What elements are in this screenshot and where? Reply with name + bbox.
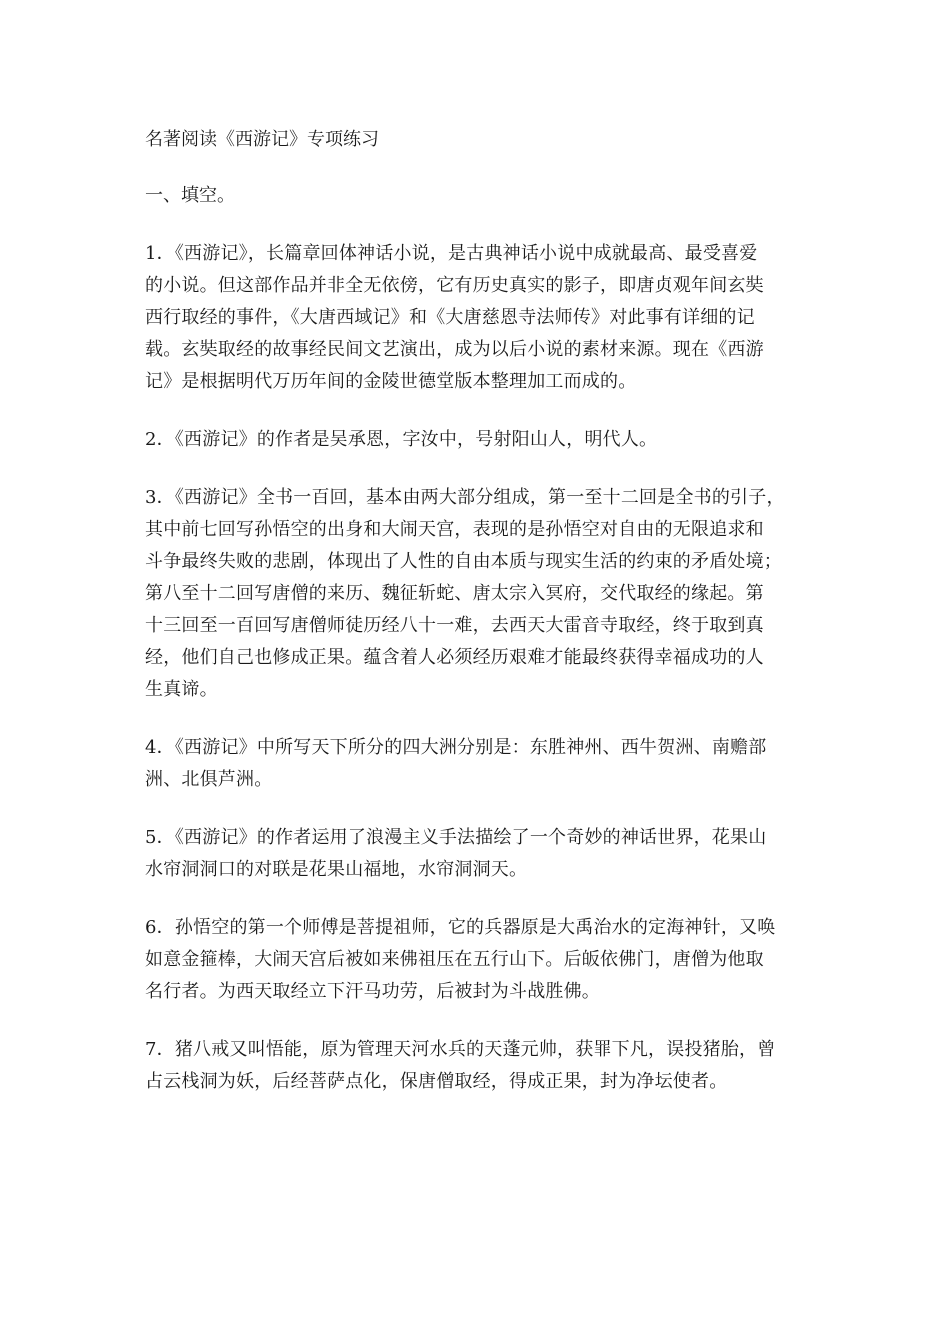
text-line: 十三回至一百回写唐僧师徒历经八十一难，去西天大雷音寺取经，终于取到真 <box>145 615 764 636</box>
list-item <box>145 822 815 886</box>
list-item <box>145 1034 815 1098</box>
text-line: 名行者。为西天取经立下汗马功劳，后被封为斗战胜佛。 <box>145 981 600 1002</box>
list-item <box>145 238 815 398</box>
text-line: 6．孙悟空的第一个师傅是菩提祖师，它的兵器原是大禹治水的定海神针，又唤 <box>145 917 776 938</box>
text-line: 经，他们自己也修成正果。蕴含着人必须经历艰难才能最终获得幸福成功的人 <box>145 647 764 668</box>
section-heading: 一、填空。 <box>145 185 235 206</box>
document-page <box>145 124 815 1124</box>
text-line: 生真谛。 <box>145 679 218 700</box>
text-line: 7．猪八戒又叫悟能，原为管理天河水兵的天蓬元帅，获罪下凡，误投猪胎，曾 <box>145 1039 776 1060</box>
text-line: 西行取经的事件，《大唐西域记》和《大唐慈恩寺法师传》对此事有详细的记 <box>145 307 755 328</box>
list-item <box>145 912 815 1008</box>
text-line: 斗争最终失败的悲剧，体现出了人性的自由本质与现实生活的约束的矛盾处境； <box>145 551 782 572</box>
text-line: 载。玄奘取经的故事经民间文艺演出，成为以后小说的素材来源。现在《西游 <box>145 339 764 360</box>
list-item <box>145 482 815 706</box>
text-line: 2．《西游记》的作者是吴承恩，字汝中，号射阳山人，明代人。 <box>145 429 658 450</box>
text-line: 1．《西游记》，长篇章回体神话小说，是古典神话小说中成就最高、最受喜爱 <box>145 243 758 264</box>
list-item <box>145 424 815 456</box>
text-line: 的小说。但这部作品并非全无依傍，它有历史真实的影子，即唐贞观年间玄奘 <box>145 275 764 296</box>
text-line: 记》是根据明代万历年间的金陵世德堂版本整理加工而成的。 <box>145 371 637 392</box>
text-line: 其中前七回写孙悟空的出身和大闹天宫，表现的是孙悟空对自由的无限追求和 <box>145 519 764 540</box>
text-line: 第八至十二回写唐僧的来历、魏征斩蛇、唐太宗入冥府，交代取经的缘起。第 <box>145 583 764 604</box>
text-line: 水帘洞洞口的对联是花果山福地，水帘洞洞天。 <box>145 859 528 880</box>
text-line: 4．《西游记》中所写天下所分的四大洲分别是：东胜神州、西牛贺洲、南赡部 <box>145 737 767 758</box>
list-item <box>145 732 815 796</box>
text-line: 如意金箍棒，大闹天宫后被如来佛祖压在五行山下。后皈依佛门，唐僧为他取 <box>145 949 764 970</box>
text-line: 5．《西游记》的作者运用了浪漫主义手法描绘了一个奇妙的神话世界，花果山 <box>145 827 767 848</box>
text-line: 占云栈洞为妖，后经菩萨点化，保唐僧取经，得成正果，封为净坛使者。 <box>145 1071 728 1092</box>
text-line: 洲、北俱芦洲。 <box>145 769 273 790</box>
document-title: 名著阅读《西游记》专项练习 <box>145 129 379 150</box>
text-line: 3．《西游记》全书一百回，基本由两大部分组成，第一至十二回是全书的引子， <box>145 487 785 508</box>
item-list <box>145 238 815 1098</box>
